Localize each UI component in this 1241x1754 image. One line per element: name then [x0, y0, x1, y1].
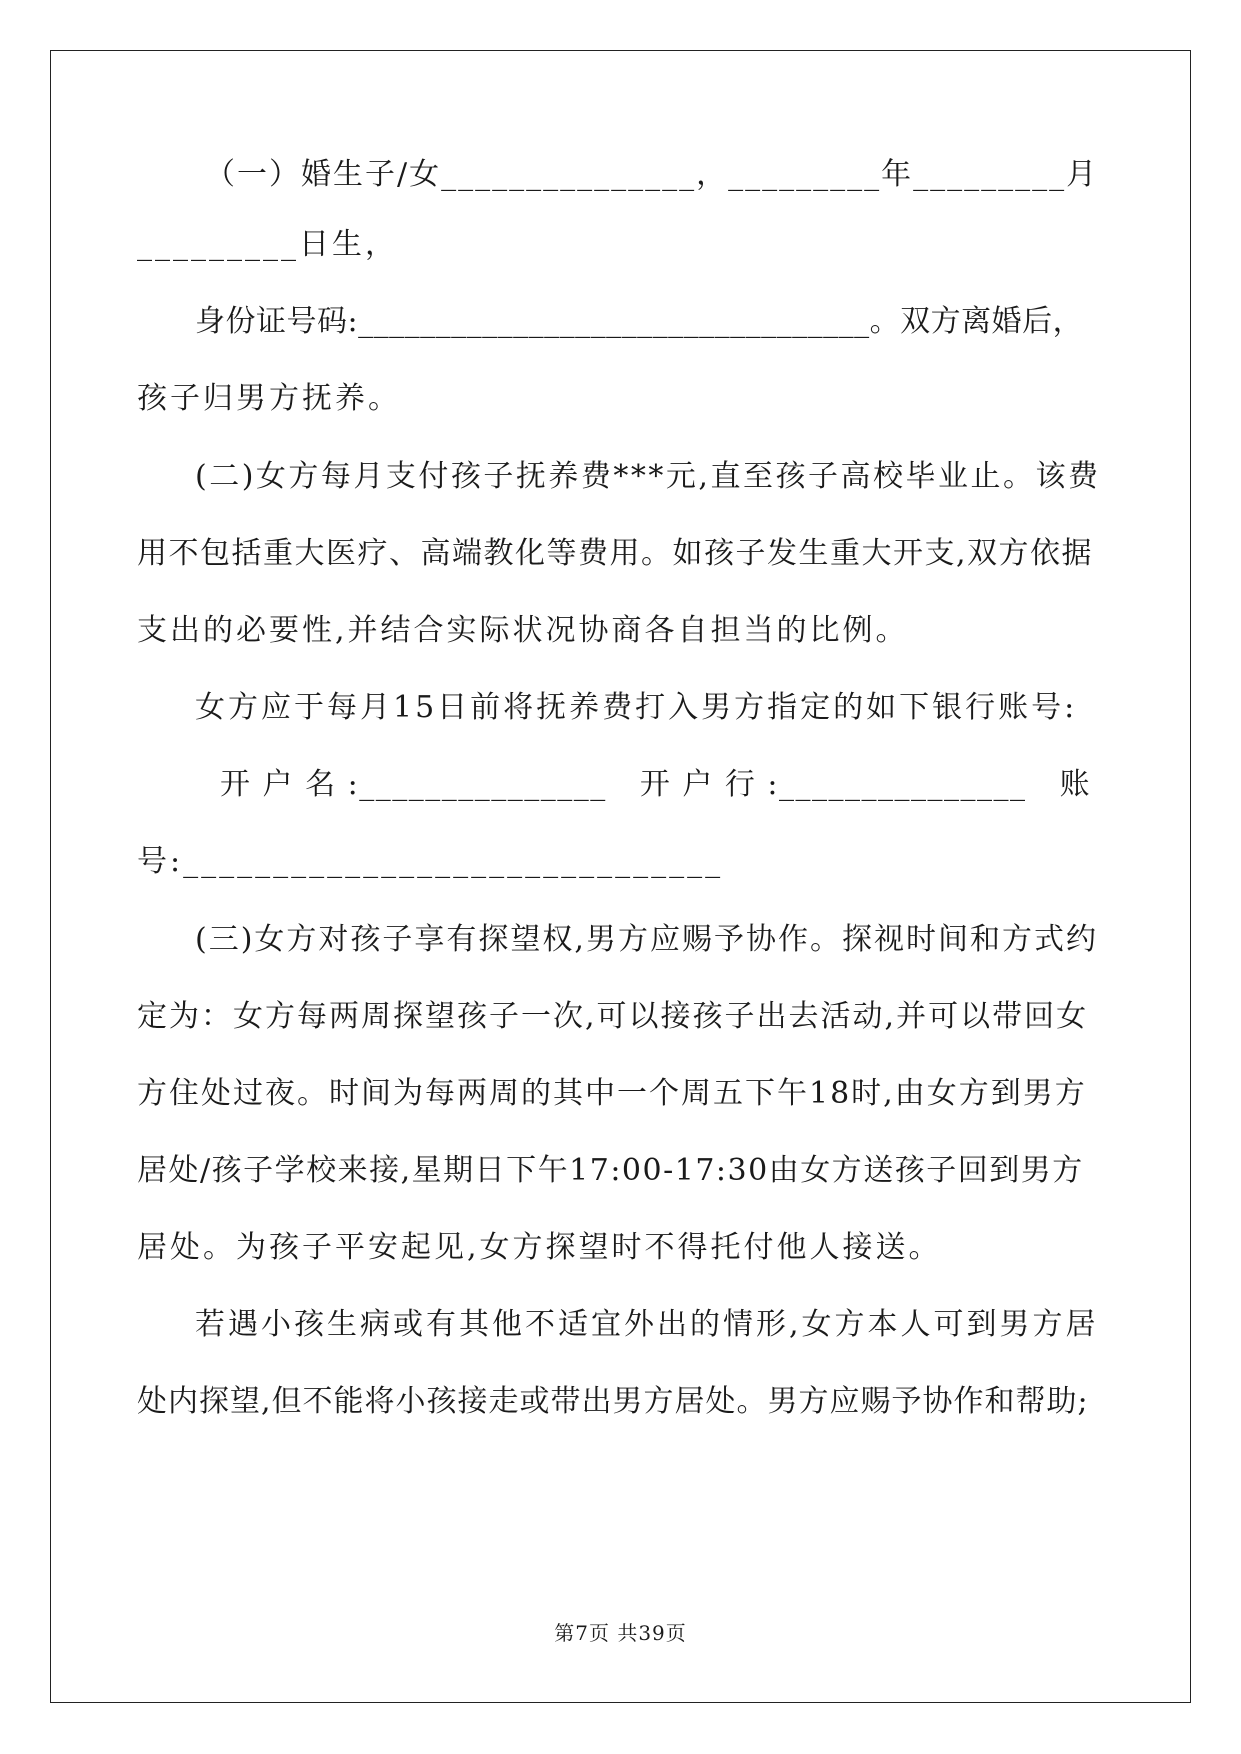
text-line: 若遇小孩生病或有其他不适宜外出的情形,女方本人可到男方居 — [195, 1307, 1099, 1342]
text-line: 处内探望,但不能将小孩接走或带出男方居处。男方应赐予协作和帮助; — [137, 1384, 1089, 1419]
text-line: 定为：女方每两周探望孩子一次,可以接孩子出去活动,并可以带回女 — [137, 999, 1089, 1034]
text-line: 女方应于每月15日前将抚养费打入男方指定的如下银行账号: — [195, 690, 1078, 725]
text-line: 居处。为孩子平安起见,女方探望时不得托付他人接送。 — [137, 1230, 942, 1265]
text-line: 号:______________________________ — [137, 844, 724, 879]
text-line: 居处/孩子学校来接,星期日下午17:00-17:30由女方送孩子回到男方 — [137, 1153, 1084, 1188]
text-line: _________日生， — [137, 227, 398, 262]
text-line: （一）婚生子/女_______________，_________年_________月 — [205, 157, 1099, 192]
text-line: 方住处过夜。时间为每两周的其中一个周五下午18时,由女方到男方 — [137, 1076, 1087, 1111]
text-line: 孩子归男方抚养。 — [137, 381, 401, 416]
text-line: 用不包括重大医疗、高端教化等费用。如孩子发生重大开支,双方依据 — [137, 536, 1094, 571]
text-line: 支出的必要性,并结合实际状况协商各自担当的比例。 — [137, 613, 909, 648]
page-footer: 第7页 共39页 — [554, 1621, 687, 1645]
text-line: 身份证号码:_________________________________。双方离婚后， — [195, 304, 1084, 339]
text-line: 开 户 名 :_______________ 开 户 行 :_______________ 账 — [220, 767, 1092, 802]
text-line: (三)女方对孩子享有探望权,男方应赐予协作。探视时间和方式约 — [195, 922, 1098, 957]
text-line: (二)女方每月支付孩子抚养费***元,直至孩子高校毕业止。该费 — [195, 459, 1101, 494]
